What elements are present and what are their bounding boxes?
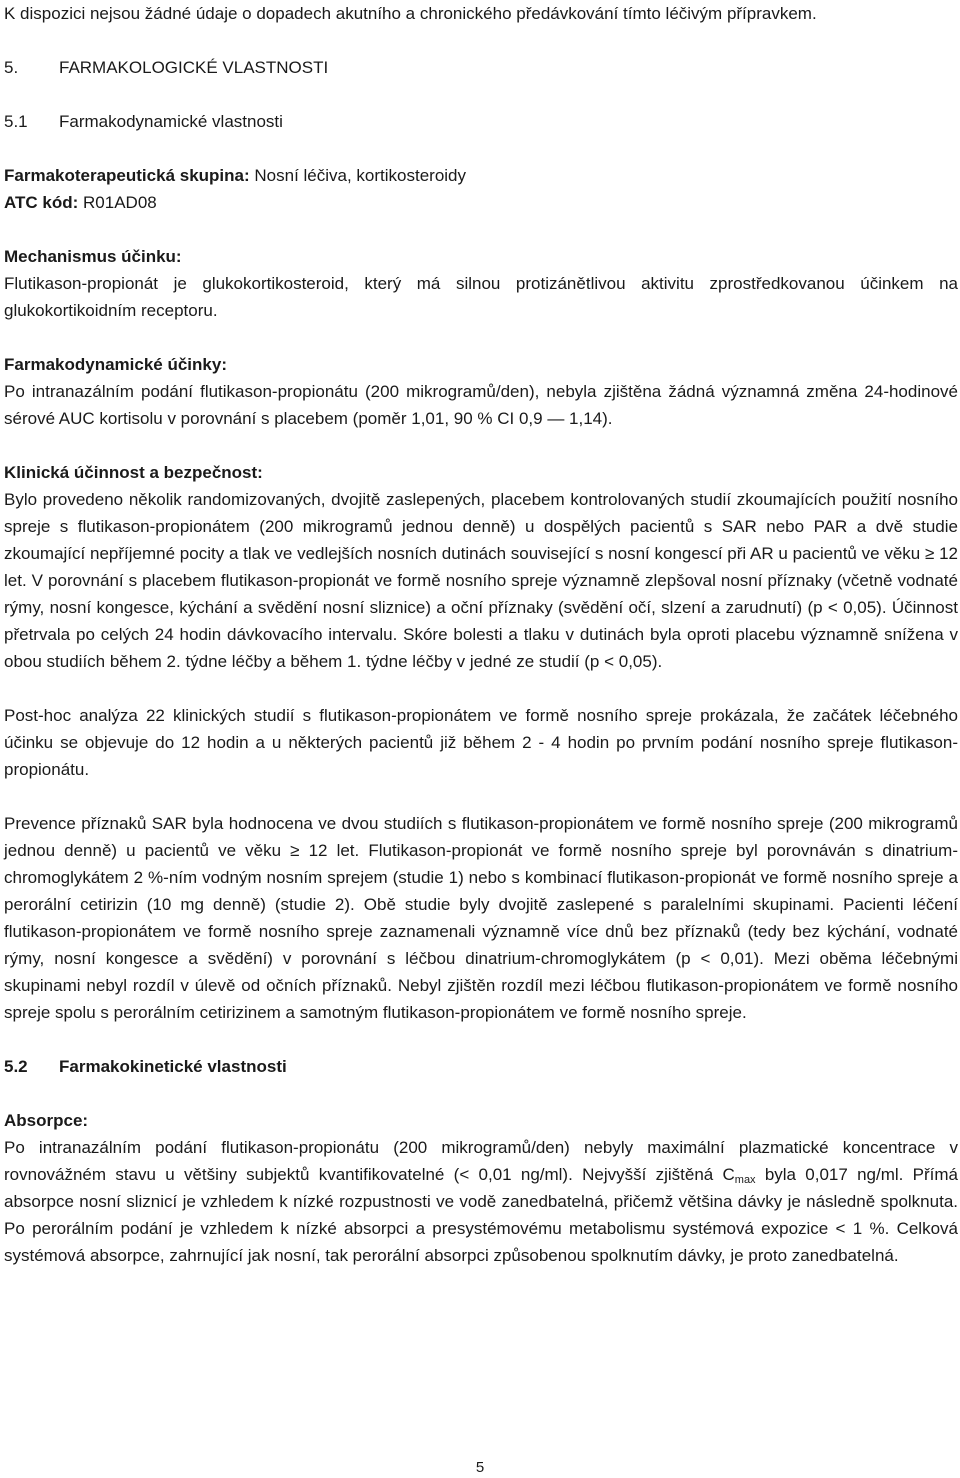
section-5-2-heading (4, 1053, 958, 1080)
mechanism-text: Flutikason-propionát je glukokortikosteroid, který má silnou protizánětlivou aktivitu zprostředkovanou účinkem na glukokortikoidním receptoru. (4, 274, 958, 320)
page-number: 5 (475, 1459, 485, 1476)
document-page (4, 0, 958, 1269)
prevention-paragraph: Prevence příznaků SAR byla hodnocena ve dvou studiích s flutikason-propionátem ve formě nosního spreje (200 mikrogramů jednou denně) u pacientů ve věku ≥ 12 let. Flutikason-propionát ve formě nosního spreje byl porovnáván s dinatrium-chromoglykátem 2 %-ním vodným nosním sprejem (studie 1) nebo s kombinací flutikason-propionát ve formě nosního spreje a perorální cetirizin (10 mg denně) (studie 2). Obě studie byly dvojitě zaslepené s paralelními skupinami. Pacienti léčení flutikason-propionátem ve formě nosního spreje zaznamenali významně více dnů bez příznaků (tedy bez kýchání, vodnaté rýmy, nosní kongesce a svědění) v porovnání s léčbou dinatrium-chromoglykátem (p < 0,01). Mezi oběma léčebnými skupinami nebyl rozdíl v úlevě od očních příznaků. Nebyl zjištěn rozdíl mezi léčbou flutikason-propionátem ve formě nosního spreje spolu s perorálním cetirizinem a samotným flutikason-propionátem ve formě nosního spreje. (4, 814, 958, 1022)
section-number: 5.1 (4, 112, 28, 131)
section-title: Farmakokinetické vlastnosti (59, 1057, 287, 1076)
group-value: Nosní léčiva, kortikosteroidy (249, 166, 467, 185)
group-label: Farmakoterapeutická skupina: (4, 166, 250, 185)
posthoc-paragraph: Post-hoc analýza 22 klinických studií s flutikason-propionátem ve formě nosního spreje prokázala, že začátek léčebného účinku se objevuje do 12 hodin a u některých pacientů již během 2 - 4 hodin po prvním podání nosního spreje flutikason-propionátu. (4, 706, 958, 779)
efficacy-heading: Klinická účinnost a bezpečnost: (4, 463, 263, 482)
cmax-subscript: max (734, 1174, 756, 1186)
atc-label: ATC kód: (4, 193, 79, 212)
pd-effects-heading: Farmakodynamické účinky: (4, 355, 227, 374)
absorption-text (4, 1134, 958, 1269)
efficacy-text: Bylo provedeno několik randomizovaných, dvojitě zaslepených, placebem kontrolovaných studií zkoumajících použití nosního spreje s flutikason-propionátem (200 mikrogramů jednou denně) u dospělých pacientů s SAR nebo PAR a dvě studie zkoumající nepříjemné pocity a tlak ve vedlejších nosních dutinách související s nosní kongescí při AR u pacientů ve věku ≥ 12 let. V porovnání s placebem flutikason-propionát ve formě nosního spreje významně zlepšoval nosní příznaky (včetně vodnaté rýmy, nosní kongesce, kýchání a svědění nosní sliznice) a oční příznaky (svědění očí, slzení a zarudnutí) (p < 0,05). Účinnost přetrvala po celých 24 hodin dávkovacího intervalu. Skóre bolesti a tlaku v dutinách byla oproti placebu významně snížena v obou studiích během 2. týdne léčby a během 1. týdne léčby v jedné ze studií (p < 0,05). (4, 490, 958, 671)
absorption-text-a: Po intranazálním podání flutikason-propionátu (200 mikrogramů/den) nebyly maximální plazmatické koncentrace v rovnovážném stavu u většiny subjektů kvantifikovatelné (< 0,01 ng/ml). Nejvyšší zjištěná C (4, 1138, 958, 1184)
paragraph-overdose: K dispozici nejsou žádné údaje o dopadech akutního a chronického předávkování tímto léčivým přípravkem. (4, 4, 817, 23)
pharmacotherapeutic-group (4, 162, 958, 189)
section-number: 5. (4, 58, 19, 77)
section-5-1-heading (4, 108, 958, 135)
atc-code (4, 189, 958, 216)
section-5-heading (4, 54, 958, 81)
section-title: FARMAKOLOGICKÉ VLASTNOSTI (59, 58, 329, 77)
atc-value: R01AD08 (78, 193, 157, 212)
absorption-text-b: byla 0,017 ng/ml. Přímá absorpce nosní sliznicí je vzhledem k nízké rozpustnosti ve vodě zanedbatelná, přičemž většina dávky je následně spolknuta. Po perorálním podání je vzhledem k nízké absorpci a presystémovému metabolismu systémová expozice < 1 %. Celková systémová absorpce, zahrnující jak nosní, tak perorální absorpci způsobenou spolknutím dávky, je proto zanedbatelná. (4, 1165, 958, 1265)
mechanism-heading: Mechanismus účinku: (4, 247, 182, 266)
pd-effects-text: Po intranazálním podání flutikason-propionátu (200 mikrogramů/den), nebyla zjištěna žádná významná změna 24-hodinové sérové AUC kortisolu v porovnání s placebem (poměr 1,01, 90 % CI 0,9 — 1,14). (4, 382, 958, 428)
section-title: Farmakodynamické vlastnosti (59, 112, 283, 131)
section-number: 5.2 (4, 1057, 28, 1076)
absorption-heading: Absorpce: (4, 1111, 89, 1130)
